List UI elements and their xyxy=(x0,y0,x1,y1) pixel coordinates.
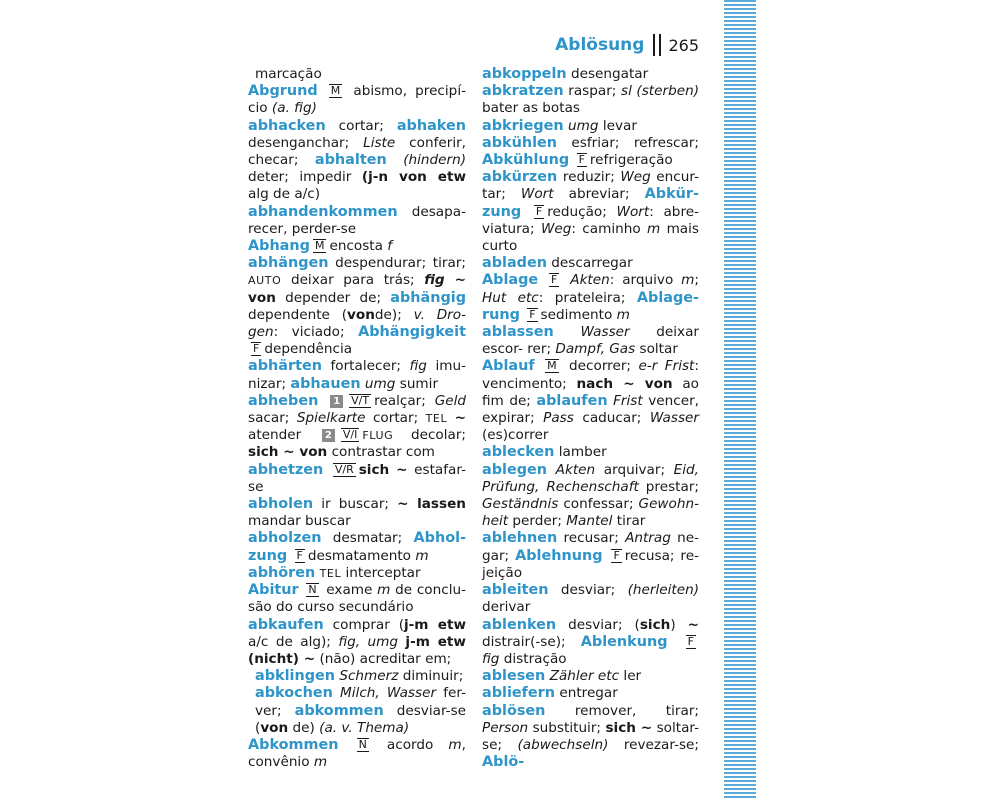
usage-note: Wasser xyxy=(649,410,700,427)
sense-number: 2 xyxy=(322,429,335,442)
translation-text: ) xyxy=(670,616,676,633)
verb-type-label: V/R xyxy=(334,462,354,476)
translation-text: despendurar; tirar; xyxy=(335,255,467,272)
gender-label: M xyxy=(314,239,325,253)
entry xyxy=(482,703,699,772)
translation-text: desviar; ( xyxy=(568,616,640,633)
entry xyxy=(482,135,699,169)
usage-note: Weg xyxy=(540,220,572,237)
translation-text: (es)correr xyxy=(482,427,549,444)
headword: abkriegen xyxy=(482,117,564,134)
running-head xyxy=(480,32,699,58)
translation-text: são do curso secundário xyxy=(248,599,414,616)
usage-note: m xyxy=(681,272,695,289)
headword: ableiten xyxy=(482,582,549,599)
translation-text: viatura; xyxy=(482,220,535,237)
translation-text: esfriar; refrescar; xyxy=(571,134,699,151)
usage-note: umg xyxy=(364,375,396,392)
translation-text: decorrer; xyxy=(569,358,631,375)
usage-note: Akten xyxy=(555,461,596,478)
usage-note: heit xyxy=(482,513,509,530)
headword: Ablö- xyxy=(482,754,525,771)
entry xyxy=(248,393,466,462)
headword: Ablauf xyxy=(482,358,535,375)
translation-text: derivar xyxy=(482,599,531,616)
translation-text: estafar-se xyxy=(248,461,466,495)
usage-note: Geständnis xyxy=(482,496,559,513)
translation-text: deter; impedir xyxy=(248,169,352,186)
entry xyxy=(482,530,699,582)
usage-note: Geld xyxy=(434,392,467,409)
gender-label: F xyxy=(551,273,558,287)
translation-text: redução; xyxy=(547,203,607,220)
headword: abklingen xyxy=(255,668,335,685)
entry xyxy=(248,358,466,392)
translation-text: reduzir; xyxy=(562,169,615,186)
usage-note: Wasser xyxy=(580,324,630,341)
translation-text: raspar; xyxy=(568,83,617,100)
translation-text: interceptar xyxy=(345,564,421,581)
usage-note: Wort xyxy=(520,186,554,203)
translation-text: ne- xyxy=(677,530,700,547)
entry xyxy=(248,238,466,255)
translation-text: : xyxy=(694,358,699,375)
translation-text: , xyxy=(461,736,466,753)
translation-text: fer- xyxy=(443,685,466,702)
usage-note: Milch, Wasser xyxy=(340,685,437,702)
translation-text: perder; xyxy=(512,513,562,530)
translation-text: realçar; xyxy=(374,392,426,409)
usage-note: Spielkarte xyxy=(296,410,366,427)
entry xyxy=(482,118,699,135)
entry xyxy=(248,118,466,204)
translation-text: rer; xyxy=(527,341,552,358)
translation-text: descarregar xyxy=(551,255,633,272)
usage-note: Eid, xyxy=(673,461,699,478)
translation-text: remover, tirar; xyxy=(574,702,699,719)
translation-text: : arquivo xyxy=(609,272,674,289)
translation-text: : caminho xyxy=(571,220,641,237)
headword: abkoppeln xyxy=(482,66,567,82)
usage-note: gen xyxy=(248,324,274,341)
headword: abhärten xyxy=(248,358,322,375)
translation-text: comprar ( xyxy=(332,616,404,633)
headword: ablenken xyxy=(482,616,557,633)
gender-label: N xyxy=(308,583,317,597)
translation-text: mandar buscar xyxy=(248,513,351,530)
translation-text: refrigeração xyxy=(589,152,673,169)
translation-text: de conclu- xyxy=(395,582,467,599)
translation-text: cio xyxy=(248,100,268,117)
translation-text: (não) acreditar em; xyxy=(319,650,452,667)
translation-text: distrair(-se); xyxy=(482,633,566,650)
translation-text: mais xyxy=(666,220,699,237)
phrase-text: sich xyxy=(639,616,671,633)
translation-text: caducar; xyxy=(582,410,642,427)
left-column xyxy=(248,66,466,771)
entry xyxy=(248,685,466,737)
field-label: FLUG xyxy=(362,429,394,443)
translation-text: checar; xyxy=(248,152,299,169)
headword: abhetzen xyxy=(248,461,324,478)
translation-text: cortar; xyxy=(372,410,419,427)
usage-note: m xyxy=(616,306,630,323)
headword: Abhol- xyxy=(413,530,466,547)
usage-note: v. Dro- xyxy=(413,306,466,323)
phrase-text: ~ xyxy=(687,616,699,633)
entry xyxy=(248,582,466,616)
usage-note: Antrag xyxy=(625,530,671,547)
headword: Abgrund xyxy=(248,83,318,100)
thumb-index-strip xyxy=(724,0,756,800)
usage-note: Liste xyxy=(363,134,396,151)
translation-text: ao xyxy=(682,375,699,392)
usage-note: (herleiten) xyxy=(627,582,699,599)
headword: abkürzen xyxy=(482,169,558,186)
translation-text: substituir; xyxy=(532,719,602,736)
translation-text: abreviar; xyxy=(568,186,630,203)
translation-text: jeição xyxy=(482,564,523,581)
headword: abheben xyxy=(248,392,319,409)
entry xyxy=(482,255,699,272)
verb-type-label: V/T xyxy=(351,393,370,407)
translation-text: depender de; xyxy=(285,289,382,306)
gender-label: M xyxy=(330,84,341,98)
headword: ablesen xyxy=(482,668,546,685)
usage-note: m xyxy=(377,582,391,599)
translation-text: vencimento; xyxy=(482,375,567,392)
usage-note: Dampf, Gas xyxy=(555,341,636,358)
translation-text: levar xyxy=(602,117,637,134)
translation-text: ver; xyxy=(255,702,282,719)
usage-note: Prüfung, Rechenschaft xyxy=(482,478,639,495)
translation-text: de) xyxy=(292,719,315,736)
headword: abkaufen xyxy=(248,616,324,633)
headword: Ablage- xyxy=(636,289,699,306)
translation-text: marcação xyxy=(255,66,322,82)
headword: ablösen xyxy=(482,702,546,719)
translation-text: fim de; xyxy=(482,392,531,409)
translation-text: vencer, xyxy=(648,392,699,409)
field-label: AUTO xyxy=(248,274,282,288)
phrase-text: von xyxy=(260,719,289,736)
translation-text: ir buscar; xyxy=(321,496,390,513)
usage-note: (a. fig) xyxy=(271,100,317,117)
headword: abhauen xyxy=(290,375,361,392)
translation-text: : prateleira; xyxy=(538,289,626,306)
headword: rung xyxy=(482,306,520,323)
gender-label: F xyxy=(535,204,543,218)
translation-text: encur- xyxy=(656,169,699,186)
usage-note: f xyxy=(387,238,393,255)
entry xyxy=(248,565,466,582)
phrase-text: nach ~ von xyxy=(576,375,673,392)
headword: abkühlen xyxy=(482,134,558,151)
headword: zung xyxy=(482,203,522,220)
usage-note: (a. v. Thema) xyxy=(319,719,410,736)
translation-text: arquivar; xyxy=(603,461,666,478)
usage-note: Weg xyxy=(620,169,651,186)
usage-note: Pass xyxy=(543,410,574,427)
entry xyxy=(482,83,699,117)
translation-text: encosta xyxy=(329,238,383,255)
headword: Abkommen xyxy=(248,736,339,753)
usage-note: Gewohn- xyxy=(638,496,699,513)
translation-text: tirar xyxy=(616,513,646,530)
translation-text: desviar; xyxy=(560,582,616,599)
entry xyxy=(482,358,699,444)
headword: Abkühlung xyxy=(482,152,570,169)
translation-text: : abre- xyxy=(649,203,699,220)
page-number: 265 xyxy=(668,35,699,55)
headword: abhaken xyxy=(396,117,467,134)
usage-note: fig, umg xyxy=(338,633,398,650)
translation-text: sedimento xyxy=(540,306,613,323)
translation-text: a/c de alg); xyxy=(248,633,331,650)
translation-text: sumir xyxy=(399,375,439,392)
translation-text: desviar-se xyxy=(396,702,467,719)
translation-text: contrastar com xyxy=(331,444,435,461)
headword: Ablage xyxy=(482,272,539,289)
translation-text: imu- xyxy=(435,358,467,375)
usage-note: m xyxy=(646,220,661,237)
translation-text: ; xyxy=(694,272,700,289)
headword: abholen xyxy=(248,496,314,513)
translation-text: ( xyxy=(255,719,261,736)
translation-text: recusa; re- xyxy=(624,547,699,564)
usage-note: (hindern) xyxy=(403,152,467,169)
usage-note: m xyxy=(448,736,462,753)
headword: abholzen xyxy=(248,530,322,547)
phrase-text: (j-n von etw xyxy=(361,169,467,186)
translation-text: decolar; xyxy=(410,427,467,444)
entry xyxy=(482,324,699,358)
gender-label: F xyxy=(578,153,585,167)
entry xyxy=(482,617,699,669)
entry xyxy=(482,444,699,461)
translation-text: dependente ( xyxy=(248,306,348,323)
headword: ablecken xyxy=(482,444,555,461)
entry-continuation xyxy=(248,66,466,83)
usage-note: Schmerz xyxy=(339,668,399,685)
entry xyxy=(248,255,466,358)
entry xyxy=(248,83,466,117)
gender-label: F xyxy=(296,548,303,562)
translation-text: nizar; xyxy=(248,375,287,392)
usage-note: Zähler etc xyxy=(549,668,620,685)
translation-text: : viciado; xyxy=(273,324,345,341)
translation-text: deixar escor- xyxy=(482,324,699,358)
headword: ablehnen xyxy=(482,530,558,547)
translation-text: desengatar xyxy=(570,66,649,82)
entry xyxy=(248,668,466,685)
usage-note: umg xyxy=(568,117,599,134)
phrase-text: sich ~ von xyxy=(248,444,328,461)
entry xyxy=(248,737,466,771)
translation-text: convênio xyxy=(248,754,310,771)
headword: ablassen xyxy=(482,324,554,341)
translation-text: sacar; xyxy=(248,410,290,427)
gender-label: N xyxy=(358,737,367,751)
headword: ablegen xyxy=(482,461,548,478)
translation-text: revezar-se; xyxy=(623,736,700,753)
translation-text: desmatamento xyxy=(307,547,412,564)
entry xyxy=(482,272,699,324)
running-head-divider xyxy=(653,34,655,56)
running-head-divider xyxy=(659,34,661,56)
translation-text: soltar xyxy=(639,341,678,358)
entry xyxy=(482,169,699,255)
usage-note: m xyxy=(313,754,328,771)
headword: abhören xyxy=(248,564,316,581)
entry xyxy=(248,617,466,669)
usage-note: Mantel xyxy=(566,513,613,530)
phrase-text: ~ xyxy=(454,410,467,427)
translation-text: confessar; xyxy=(563,496,634,513)
translation-text: atender xyxy=(248,427,302,444)
phrase-text: (nicht) ~ xyxy=(248,650,316,667)
phrase-text: sich ~ xyxy=(358,461,408,478)
field-label: TEL xyxy=(319,566,342,580)
entry xyxy=(482,462,699,531)
field-label: TEL xyxy=(425,412,448,426)
usage-note: m xyxy=(415,547,429,564)
right-column xyxy=(482,66,699,771)
entry xyxy=(248,462,466,496)
translation-text: prestar; xyxy=(645,478,699,495)
usage-note: e-r Frist xyxy=(638,358,695,375)
headword: Ablenkung xyxy=(580,633,668,650)
entry xyxy=(248,204,466,238)
headword: Abhängigkeit xyxy=(358,324,466,341)
entry xyxy=(482,668,699,685)
translation-text: abismo, precipí- xyxy=(353,83,466,100)
headword: abkratzen xyxy=(482,83,564,100)
usage-note: sl (sterben) xyxy=(620,83,700,100)
headword: abliefern xyxy=(482,685,556,702)
headword: abhängig xyxy=(390,289,466,306)
translation-text: ler xyxy=(623,668,642,685)
headword: Abkür- xyxy=(644,186,699,203)
headword: Ablehnung xyxy=(515,547,603,564)
usage-note: fig ~ xyxy=(424,272,466,289)
translation-text: curto xyxy=(482,238,518,255)
headword: abhängen xyxy=(248,255,329,272)
translation-text: expirar; xyxy=(482,410,535,427)
headword: abkochen xyxy=(255,685,333,702)
translation-text: tar; xyxy=(482,186,506,203)
translation-text: conferir, xyxy=(409,134,467,151)
usage-note: Akten xyxy=(570,272,610,289)
usage-note: Wort xyxy=(616,203,650,220)
usage-note: (abwechseln) xyxy=(517,736,609,753)
translation-text: distração xyxy=(503,650,567,667)
usage-note: Frist xyxy=(613,392,643,409)
phrase-text: von xyxy=(347,306,375,323)
phrase-text: ~ lassen xyxy=(397,496,466,513)
headword: zung xyxy=(248,547,288,564)
headword: Abhang xyxy=(248,238,310,255)
running-head-word: Ablösung xyxy=(555,35,645,55)
sense-number: 1 xyxy=(330,395,343,408)
verb-type-label: V/I xyxy=(342,428,358,442)
usage-note: Hut etc xyxy=(482,289,539,306)
entry xyxy=(248,530,466,564)
phrase-text: sich ~ xyxy=(605,719,653,736)
entry xyxy=(482,66,699,83)
headword: ablaufen xyxy=(536,392,608,409)
translation-text: dependência xyxy=(264,341,353,358)
translation-text: deixar para trás; xyxy=(290,272,415,289)
headword: abkommen xyxy=(294,702,384,719)
translation-text: desenganchar; xyxy=(248,134,350,151)
usage-note: fig xyxy=(409,358,427,375)
headword: abhalten xyxy=(314,152,387,169)
gender-label: F xyxy=(253,342,260,356)
translation-text: lamber xyxy=(558,444,607,461)
translation-text: alg de a/c) xyxy=(248,186,321,203)
entry xyxy=(482,685,699,702)
gender-label: F xyxy=(687,634,694,648)
translation-text: gar; xyxy=(482,547,510,564)
translation-text: fortalecer; xyxy=(330,358,401,375)
translation-text: diminuir; xyxy=(402,668,464,685)
translation-text: acordo xyxy=(386,736,434,753)
gender-label: F xyxy=(529,307,536,321)
translation-text: desmatar; xyxy=(332,530,403,547)
phrase-text: j-m etw xyxy=(405,633,466,650)
translation-text: desapa- xyxy=(411,203,466,220)
phrase-text: von xyxy=(248,289,276,306)
entry xyxy=(482,582,699,616)
headword: Abitur xyxy=(248,582,299,599)
translation-text: exame xyxy=(326,582,373,599)
translation-text: recer, perder-se xyxy=(248,220,357,237)
translation-text: recusar; xyxy=(563,530,619,547)
usage-note: Person xyxy=(482,719,529,736)
entry xyxy=(248,496,466,530)
headword: abhandenkommen xyxy=(248,203,398,220)
gender-label: F xyxy=(613,548,620,562)
phrase-text: j-m etw xyxy=(404,616,467,633)
translation-text: bater as botas xyxy=(482,100,580,117)
headword: abladen xyxy=(482,255,547,272)
translation-text: de); xyxy=(374,306,402,323)
translation-text: entregar xyxy=(559,685,618,702)
headword: abhacken xyxy=(248,117,326,134)
translation-text: soltar-se; xyxy=(482,719,700,753)
translation-text: cortar; xyxy=(338,117,384,134)
gender-label: M xyxy=(547,359,557,373)
usage-note: fig xyxy=(482,650,500,667)
